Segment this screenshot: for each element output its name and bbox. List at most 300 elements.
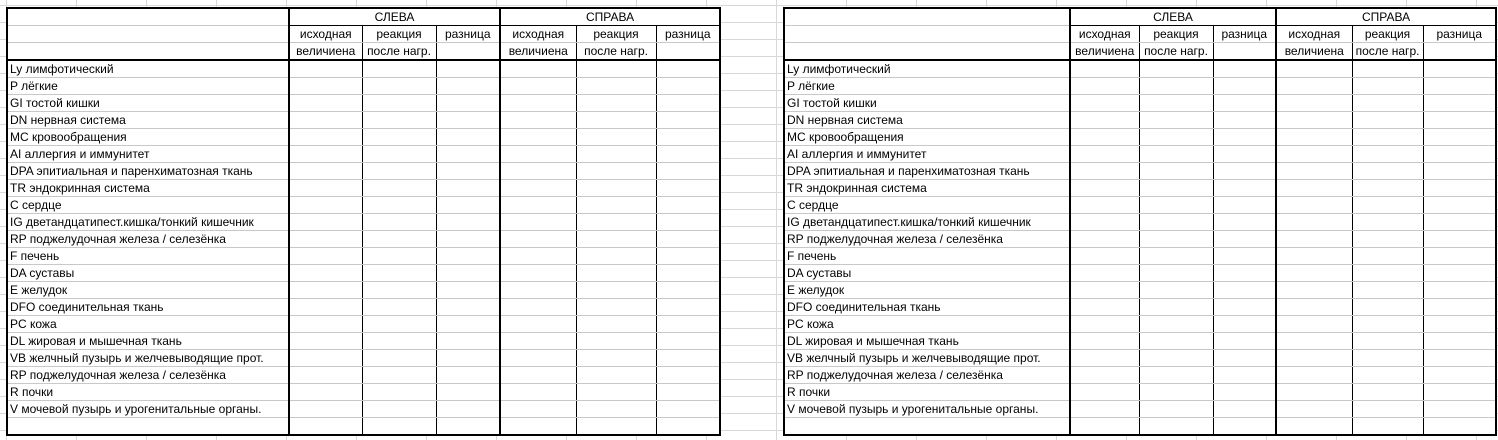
value-cell[interactable] <box>436 418 500 436</box>
row-label-cell[interactable]: RP поджелудочная железа / селезёнка <box>7 367 289 384</box>
value-cell[interactable] <box>1070 282 1139 299</box>
value-cell[interactable] <box>1139 282 1213 299</box>
value-cell[interactable] <box>289 384 362 401</box>
value-cell[interactable] <box>576 60 656 78</box>
value-cell[interactable] <box>576 401 656 418</box>
value-cell[interactable] <box>500 299 576 316</box>
value-cell[interactable] <box>362 333 436 350</box>
row-label-cell[interactable]: R почки <box>784 384 1070 401</box>
value-cell[interactable] <box>1070 401 1139 418</box>
value-cell[interactable] <box>1139 299 1213 316</box>
value-cell[interactable] <box>289 78 362 95</box>
value-cell[interactable] <box>500 367 576 384</box>
value-cell[interactable] <box>500 112 576 129</box>
value-cell[interactable] <box>1423 401 1496 418</box>
value-cell[interactable] <box>576 282 656 299</box>
value-cell[interactable] <box>436 350 500 367</box>
row-label-cell[interactable]: DN нервная система <box>784 112 1070 129</box>
value-cell[interactable] <box>362 112 436 129</box>
value-cell[interactable] <box>576 418 656 436</box>
right-col-reaction-l2[interactable]: после нагр. <box>1139 43 1213 61</box>
value-cell[interactable] <box>436 197 500 214</box>
value-cell[interactable] <box>1423 112 1496 129</box>
value-cell[interactable] <box>1352 146 1423 163</box>
value-cell[interactable] <box>1423 299 1496 316</box>
value-cell[interactable] <box>1139 197 1213 214</box>
value-cell[interactable] <box>656 231 720 248</box>
value-cell[interactable] <box>656 401 720 418</box>
value-cell[interactable] <box>436 333 500 350</box>
row-label-cell[interactable]: DA суставы <box>7 265 289 282</box>
value-cell[interactable] <box>1276 60 1352 78</box>
value-cell[interactable] <box>576 316 656 333</box>
row-label-cell[interactable]: IG дветандцатипест.кишка/тонкий кишечник <box>7 214 289 231</box>
value-cell[interactable] <box>362 418 436 436</box>
value-cell[interactable] <box>1213 146 1276 163</box>
value-cell[interactable] <box>436 60 500 78</box>
value-cell[interactable] <box>1139 163 1213 180</box>
value-cell[interactable] <box>500 95 576 112</box>
right-group-left-header[interactable]: СЛЕВА <box>1070 8 1276 26</box>
value-cell[interactable] <box>362 316 436 333</box>
value-cell[interactable] <box>1352 384 1423 401</box>
value-cell[interactable] <box>436 248 500 265</box>
value-cell[interactable] <box>289 265 362 282</box>
left-col-initial-l1[interactable]: исходная <box>289 26 362 43</box>
value-cell[interactable] <box>362 95 436 112</box>
value-cell[interactable] <box>362 299 436 316</box>
value-cell[interactable] <box>500 146 576 163</box>
value-cell[interactable] <box>1276 95 1352 112</box>
value-cell[interactable] <box>1213 333 1276 350</box>
left-col-reaction-l1[interactable]: реакция <box>362 26 436 43</box>
value-cell[interactable] <box>656 299 720 316</box>
value-cell[interactable] <box>656 265 720 282</box>
value-cell[interactable] <box>1213 265 1276 282</box>
value-cell[interactable] <box>1352 197 1423 214</box>
right-col-diff-l[interactable]: разница <box>1213 26 1276 43</box>
value-cell[interactable] <box>289 146 362 163</box>
value-cell[interactable] <box>576 384 656 401</box>
value-cell[interactable] <box>289 197 362 214</box>
row-label-cell[interactable]: RP поджелудочная железа / селезёнка <box>784 231 1070 248</box>
value-cell[interactable] <box>576 265 656 282</box>
value-cell[interactable] <box>1423 78 1496 95</box>
value-cell[interactable] <box>1070 299 1139 316</box>
left-col-initial-l2[interactable]: величиена <box>289 43 362 61</box>
value-cell[interactable] <box>1423 146 1496 163</box>
left-group-right-header[interactable]: СПРАВА <box>500 8 720 26</box>
row-label-cell[interactable]: AI аллергия и иммунитет <box>7 146 289 163</box>
value-cell[interactable] <box>362 60 436 78</box>
value-cell[interactable] <box>1276 282 1352 299</box>
row-label-cell[interactable]: R почки <box>7 384 289 401</box>
row-label-cell[interactable]: VB желчный пузырь и желчевыводящие прот. <box>784 350 1070 367</box>
value-cell[interactable] <box>1423 248 1496 265</box>
value-cell[interactable] <box>656 316 720 333</box>
left-group-left-header[interactable]: СЛЕВА <box>289 8 500 26</box>
value-cell[interactable] <box>1139 265 1213 282</box>
row-label-cell[interactable]: DA суставы <box>784 265 1070 282</box>
row-label-cell[interactable]: TR эндокринная система <box>7 180 289 197</box>
value-cell[interactable] <box>289 214 362 231</box>
value-cell[interactable] <box>656 214 720 231</box>
value-cell[interactable] <box>1213 163 1276 180</box>
value-cell[interactable] <box>1352 78 1423 95</box>
row-label-cell[interactable]: DN нервная система <box>7 112 289 129</box>
row-label-cell[interactable]: DPA эпитиальная и паренхиматозная ткань <box>7 163 289 180</box>
value-cell[interactable] <box>1276 180 1352 197</box>
value-cell[interactable] <box>436 401 500 418</box>
value-cell[interactable] <box>576 367 656 384</box>
value-cell[interactable] <box>1276 112 1352 129</box>
value-cell[interactable] <box>362 146 436 163</box>
value-cell[interactable] <box>1139 350 1213 367</box>
value-cell[interactable] <box>576 248 656 265</box>
right-corner-cell-2[interactable] <box>784 26 1070 43</box>
row-label-cell[interactable]: DL жировая и мышечная ткань <box>7 333 289 350</box>
value-cell[interactable] <box>289 248 362 265</box>
value-cell[interactable] <box>1139 401 1213 418</box>
value-cell[interactable] <box>1070 129 1139 146</box>
value-cell[interactable] <box>500 350 576 367</box>
value-cell[interactable] <box>289 180 362 197</box>
value-cell[interactable] <box>289 418 362 436</box>
row-label-cell[interactable]: GI тостой кишки <box>7 95 289 112</box>
value-cell[interactable] <box>1352 231 1423 248</box>
value-cell[interactable] <box>289 60 362 78</box>
row-label-cell[interactable]: C сердце <box>7 197 289 214</box>
row-label-cell[interactable]: Ly лимфотический <box>7 60 289 78</box>
row-label-cell[interactable] <box>7 418 289 436</box>
value-cell[interactable] <box>289 129 362 146</box>
value-cell[interactable] <box>1276 231 1352 248</box>
value-cell[interactable] <box>362 265 436 282</box>
value-cell[interactable] <box>1139 95 1213 112</box>
right-group-right-header[interactable]: СПРАВА <box>1276 8 1496 26</box>
value-cell[interactable] <box>500 333 576 350</box>
value-cell[interactable] <box>500 384 576 401</box>
value-cell[interactable] <box>1139 367 1213 384</box>
value-cell[interactable] <box>362 282 436 299</box>
value-cell[interactable] <box>656 112 720 129</box>
value-cell[interactable] <box>1352 180 1423 197</box>
value-cell[interactable] <box>1070 197 1139 214</box>
value-cell[interactable] <box>656 282 720 299</box>
value-cell[interactable] <box>1423 129 1496 146</box>
value-cell[interactable] <box>436 146 500 163</box>
row-label-cell[interactable]: TR эндокринная система <box>784 180 1070 197</box>
value-cell[interactable] <box>1423 60 1496 78</box>
value-cell[interactable] <box>1276 214 1352 231</box>
left-corner-cell[interactable] <box>7 8 289 26</box>
value-cell[interactable] <box>1423 316 1496 333</box>
value-cell[interactable] <box>1070 180 1139 197</box>
value-cell[interactable] <box>1070 95 1139 112</box>
left-col-reaction-r1[interactable]: реакция <box>576 26 656 43</box>
value-cell[interactable] <box>1139 248 1213 265</box>
value-cell[interactable] <box>1070 231 1139 248</box>
right-corner-cell-3[interactable] <box>784 43 1070 61</box>
value-cell[interactable] <box>1352 265 1423 282</box>
value-cell[interactable] <box>656 95 720 112</box>
value-cell[interactable] <box>1352 367 1423 384</box>
row-label-cell[interactable]: MC кровообращения <box>784 129 1070 146</box>
value-cell[interactable] <box>362 129 436 146</box>
value-cell[interactable] <box>1423 180 1496 197</box>
value-cell[interactable] <box>436 299 500 316</box>
row-label-cell[interactable]: E желудок <box>7 282 289 299</box>
value-cell[interactable] <box>362 231 436 248</box>
value-cell[interactable] <box>1276 265 1352 282</box>
value-cell[interactable] <box>1070 214 1139 231</box>
value-cell[interactable] <box>362 350 436 367</box>
right-col-reaction-r2[interactable]: после нагр. <box>1352 43 1423 61</box>
value-cell[interactable] <box>362 78 436 95</box>
value-cell[interactable] <box>1423 163 1496 180</box>
value-cell[interactable] <box>500 282 576 299</box>
value-cell[interactable] <box>1070 333 1139 350</box>
value-cell[interactable] <box>1213 401 1276 418</box>
value-cell[interactable] <box>576 333 656 350</box>
value-cell[interactable] <box>436 265 500 282</box>
value-cell[interactable] <box>362 180 436 197</box>
value-cell[interactable] <box>1070 418 1139 436</box>
value-cell[interactable] <box>1070 146 1139 163</box>
right-col-initial-l2[interactable]: величиена <box>1070 43 1139 61</box>
value-cell[interactable] <box>1276 129 1352 146</box>
value-cell[interactable] <box>1276 299 1352 316</box>
value-cell[interactable] <box>1070 248 1139 265</box>
value-cell[interactable] <box>1139 316 1213 333</box>
value-cell[interactable] <box>1213 197 1276 214</box>
value-cell[interactable] <box>289 282 362 299</box>
right-col-reaction-r1[interactable]: реакция <box>1352 26 1423 43</box>
value-cell[interactable] <box>576 95 656 112</box>
row-label-cell[interactable]: Ly лимфотический <box>784 60 1070 78</box>
value-cell[interactable] <box>500 316 576 333</box>
value-cell[interactable] <box>500 197 576 214</box>
value-cell[interactable] <box>1070 78 1139 95</box>
value-cell[interactable] <box>500 60 576 78</box>
value-cell[interactable] <box>656 384 720 401</box>
value-cell[interactable] <box>1139 78 1213 95</box>
value-cell[interactable] <box>289 163 362 180</box>
value-cell[interactable] <box>500 78 576 95</box>
value-cell[interactable] <box>1213 418 1276 436</box>
value-cell[interactable] <box>1070 163 1139 180</box>
value-cell[interactable] <box>500 214 576 231</box>
value-cell[interactable] <box>500 418 576 436</box>
value-cell[interactable] <box>362 248 436 265</box>
value-cell[interactable] <box>656 78 720 95</box>
value-cell[interactable] <box>576 214 656 231</box>
value-cell[interactable] <box>362 163 436 180</box>
value-cell[interactable] <box>656 350 720 367</box>
row-label-cell[interactable]: V мочевой пузырь и урогенитальные органы. <box>784 401 1070 418</box>
left-corner-cell-2[interactable] <box>7 26 289 43</box>
value-cell[interactable] <box>1213 384 1276 401</box>
value-cell[interactable] <box>576 78 656 95</box>
value-cell[interactable] <box>1276 146 1352 163</box>
value-cell[interactable] <box>1213 214 1276 231</box>
right-col-reaction-l1[interactable]: реакция <box>1139 26 1213 43</box>
value-cell[interactable] <box>1139 333 1213 350</box>
row-label-cell[interactable]: DPA эпитиальная и паренхиматозная ткань <box>784 163 1070 180</box>
value-cell[interactable] <box>289 231 362 248</box>
right-col-diff-r[interactable]: разница <box>1423 26 1496 43</box>
row-label-cell[interactable]: DFO соединительная ткань <box>784 299 1070 316</box>
value-cell[interactable] <box>1352 316 1423 333</box>
value-cell[interactable] <box>289 333 362 350</box>
value-cell[interactable] <box>1070 367 1139 384</box>
value-cell[interactable] <box>1423 418 1496 436</box>
value-cell[interactable] <box>1352 333 1423 350</box>
left-col-diff-l[interactable]: разница <box>436 26 500 43</box>
right-col-initial-l1[interactable]: исходная <box>1070 26 1139 43</box>
value-cell[interactable] <box>1139 60 1213 78</box>
value-cell[interactable] <box>1352 350 1423 367</box>
value-cell[interactable] <box>1423 197 1496 214</box>
value-cell[interactable] <box>656 129 720 146</box>
value-cell[interactable] <box>1276 163 1352 180</box>
left-col-diff-r[interactable]: разница <box>656 26 720 43</box>
row-label-cell[interactable]: IG дветандцатипест.кишка/тонкий кишечник <box>784 214 1070 231</box>
value-cell[interactable] <box>1213 180 1276 197</box>
value-cell[interactable] <box>289 401 362 418</box>
value-cell[interactable] <box>1423 333 1496 350</box>
value-cell[interactable] <box>1423 350 1496 367</box>
value-cell[interactable] <box>576 180 656 197</box>
right-col-diff-r-empty[interactable] <box>1423 43 1496 61</box>
value-cell[interactable] <box>362 367 436 384</box>
value-cell[interactable] <box>289 367 362 384</box>
value-cell[interactable] <box>436 78 500 95</box>
row-label-cell[interactable] <box>784 418 1070 436</box>
value-cell[interactable] <box>289 95 362 112</box>
left-col-reaction-l2[interactable]: после нагр. <box>362 43 436 61</box>
row-label-cell[interactable]: DFO соединительная ткань <box>7 299 289 316</box>
value-cell[interactable] <box>1423 282 1496 299</box>
value-cell[interactable] <box>1213 248 1276 265</box>
value-cell[interactable] <box>1352 401 1423 418</box>
row-label-cell[interactable]: V мочевой пузырь и урогенитальные органы. <box>7 401 289 418</box>
value-cell[interactable] <box>656 333 720 350</box>
value-cell[interactable] <box>1139 180 1213 197</box>
value-cell[interactable] <box>1070 60 1139 78</box>
row-label-cell[interactable]: E желудок <box>784 282 1070 299</box>
right-col-diff-l-empty[interactable] <box>1213 43 1276 61</box>
value-cell[interactable] <box>436 231 500 248</box>
value-cell[interactable] <box>576 299 656 316</box>
right-corner-cell[interactable] <box>784 8 1070 26</box>
left-col-diff-l-empty[interactable] <box>436 43 500 61</box>
value-cell[interactable] <box>1213 367 1276 384</box>
value-cell[interactable] <box>436 180 500 197</box>
right-col-initial-r2[interactable]: величиена <box>1276 43 1352 61</box>
value-cell[interactable] <box>289 112 362 129</box>
value-cell[interactable] <box>1423 265 1496 282</box>
value-cell[interactable] <box>1352 214 1423 231</box>
value-cell[interactable] <box>1423 95 1496 112</box>
value-cell[interactable] <box>1213 112 1276 129</box>
value-cell[interactable] <box>1139 384 1213 401</box>
value-cell[interactable] <box>1139 129 1213 146</box>
value-cell[interactable] <box>1276 367 1352 384</box>
value-cell[interactable] <box>1352 248 1423 265</box>
row-label-cell[interactable]: F печень <box>7 248 289 265</box>
value-cell[interactable] <box>362 384 436 401</box>
row-label-cell[interactable]: RP поджелудочная железа / селезёнка <box>784 367 1070 384</box>
value-cell[interactable] <box>1213 231 1276 248</box>
value-cell[interactable] <box>436 112 500 129</box>
row-label-cell[interactable]: P лёгкие <box>784 78 1070 95</box>
value-cell[interactable] <box>1070 350 1139 367</box>
value-cell[interactable] <box>500 231 576 248</box>
value-cell[interactable] <box>289 350 362 367</box>
value-cell[interactable] <box>656 197 720 214</box>
value-cell[interactable] <box>500 129 576 146</box>
value-cell[interactable] <box>362 401 436 418</box>
row-label-cell[interactable]: DL жировая и мышечная ткань <box>784 333 1070 350</box>
row-label-cell[interactable]: C сердце <box>784 197 1070 214</box>
left-col-diff-r-empty[interactable] <box>656 43 720 61</box>
row-label-cell[interactable]: PC кожа <box>7 316 289 333</box>
value-cell[interactable] <box>500 401 576 418</box>
value-cell[interactable] <box>1213 299 1276 316</box>
value-cell[interactable] <box>500 163 576 180</box>
row-label-cell[interactable]: AI аллергия и иммунитет <box>784 146 1070 163</box>
value-cell[interactable] <box>436 214 500 231</box>
value-cell[interactable] <box>436 163 500 180</box>
value-cell[interactable] <box>1352 282 1423 299</box>
row-label-cell[interactable]: F печень <box>784 248 1070 265</box>
value-cell[interactable] <box>1213 316 1276 333</box>
row-label-cell[interactable]: VB желчный пузырь и желчевыводящие прот. <box>7 350 289 367</box>
value-cell[interactable] <box>436 282 500 299</box>
value-cell[interactable] <box>1276 384 1352 401</box>
value-cell[interactable] <box>1352 163 1423 180</box>
value-cell[interactable] <box>1352 112 1423 129</box>
value-cell[interactable] <box>576 197 656 214</box>
value-cell[interactable] <box>1139 418 1213 436</box>
left-col-initial-r2[interactable]: величиена <box>500 43 576 61</box>
left-col-reaction-r2[interactable]: после нагр. <box>576 43 656 61</box>
left-col-initial-r1[interactable]: исходная <box>500 26 576 43</box>
value-cell[interactable] <box>362 214 436 231</box>
value-cell[interactable] <box>1070 316 1139 333</box>
value-cell[interactable] <box>1352 129 1423 146</box>
value-cell[interactable] <box>1070 112 1139 129</box>
right-col-initial-r1[interactable]: исходная <box>1276 26 1352 43</box>
value-cell[interactable] <box>436 316 500 333</box>
row-label-cell[interactable]: MC кровообращения <box>7 129 289 146</box>
value-cell[interactable] <box>1276 197 1352 214</box>
value-cell[interactable] <box>576 350 656 367</box>
value-cell[interactable] <box>1276 333 1352 350</box>
value-cell[interactable] <box>576 112 656 129</box>
value-cell[interactable] <box>656 146 720 163</box>
value-cell[interactable] <box>436 95 500 112</box>
value-cell[interactable] <box>656 418 720 436</box>
left-corner-cell-3[interactable] <box>7 43 289 61</box>
row-label-cell[interactable]: GI тостой кишки <box>784 95 1070 112</box>
row-label-cell[interactable]: P лёгкие <box>7 78 289 95</box>
value-cell[interactable] <box>1352 418 1423 436</box>
value-cell[interactable] <box>1213 282 1276 299</box>
value-cell[interactable] <box>1213 350 1276 367</box>
value-cell[interactable] <box>656 180 720 197</box>
